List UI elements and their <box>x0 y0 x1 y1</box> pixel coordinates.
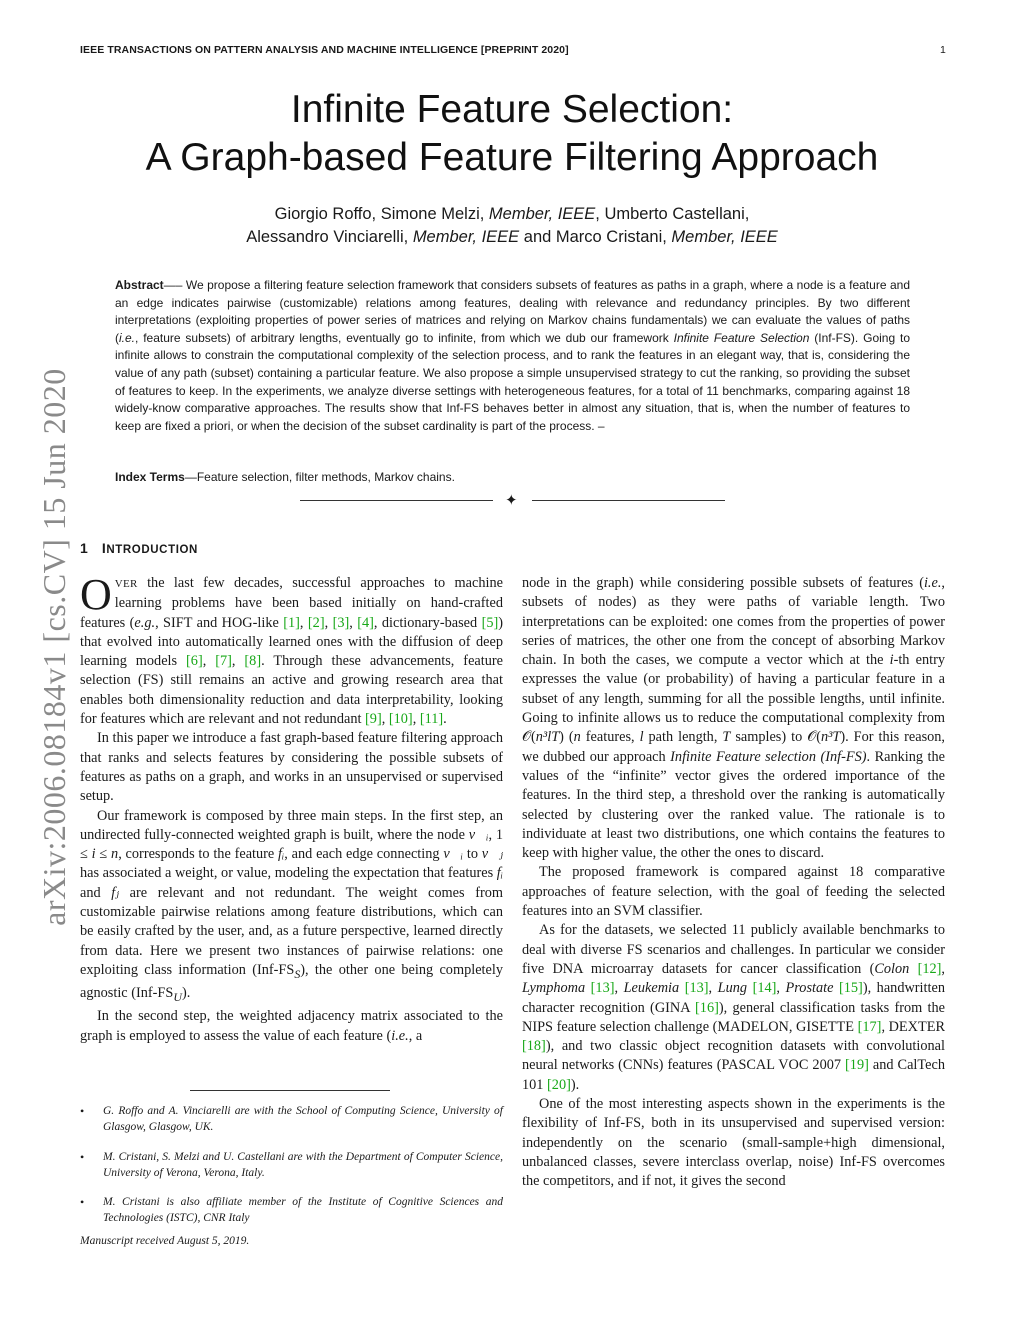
running-header <box>80 44 946 56</box>
abstract-text: i.e. <box>119 330 136 345</box>
text: to <box>463 846 482 863</box>
text: and CalTech 101 <box>522 1057 945 1093</box>
math: n <box>111 846 119 863</box>
citation-link[interactable]: [17] <box>857 1018 882 1035</box>
math: i <box>889 652 894 669</box>
paragraph: As for the datasets, we selected 11 publicly available benchmarks to deal with diverse FS scenarios and challenges. In particular we consider five DNA microarray datasets for cancer classification (Colon [12], Lymphoma [13], Leukemia [13], Lung [14], Prostate [15]), handwritten character recognition (GINA [16]), general classification tasks from the NIPS feature selection challenge (MADELON, GISETTE [17], DEXTER [18]), and two classic object recognition datasets with convolutional neural networks (CNNs) features (PASCAL VOC 2007 [19] and CalTech 101 [20]). <box>522 922 945 1093</box>
text: i.e. <box>923 575 942 591</box>
title-line-1: Infinite Feature Selection: <box>290 88 734 131</box>
math: n <box>573 729 581 746</box>
author-names: and Marco Cristani, <box>519 228 672 246</box>
math: v⃗ᵢ <box>443 846 464 863</box>
citation-link[interactable]: [13] <box>590 980 615 997</box>
author-membership: Member, IEEE <box>488 205 596 223</box>
text: and <box>80 884 112 901</box>
authors-line-2 <box>0 226 1024 249</box>
citation-link[interactable]: [6] <box>186 653 203 670</box>
title-line-2: A Graph-based Feature Filtering Approach <box>145 136 879 179</box>
page-number: 1 <box>940 44 946 56</box>
section-number: 1 <box>80 540 89 556</box>
text: ). <box>570 1076 580 1093</box>
method-name: Infinite Feature selection (Inf-FS) <box>670 748 867 765</box>
text: , SIFT and HOG-like <box>155 614 284 631</box>
text: node in the graph) while considering possible subsets of features ( <box>522 575 924 591</box>
dataset-name: Colon <box>874 960 910 977</box>
footnote <box>80 1104 503 1135</box>
math: i <box>91 846 96 863</box>
small-caps: VER <box>114 578 138 590</box>
text: the last few decades, successful approaches to machine learning problems have been based initially on hand-crafted features ( <box>80 575 503 631</box>
abstract-text: , feature subsets) of arbitrary lengths, eventually go to infinite, from which we dub our framework <box>135 330 674 345</box>
footnote <box>80 1195 503 1226</box>
text: , dictionary-based <box>373 614 482 631</box>
citation-link[interactable]: [20] <box>547 1076 571 1093</box>
abstract-text: (Inf-FS). Going to infinite allows to constrain the computational complexity of the selection process, and to rank the features in an elegant way, that is, considering the value of any path (subset) containing a particular feature. We also propose a simple unsupervised strategy to cut the ranking, so providing the subset of features to keep. In the experiments, we analyze diverse settings with heterogeneous features, for a total of 11 benchmarks, comparing against 18 widely-know comparative approaches. The results show that Inf-FS behaves better in almost any situation, that is, when the number of features to keep are fixed a priori, or when the decision of the subset cardinality is part of the process. – <box>115 330 911 433</box>
citation-link[interactable]: [15] <box>838 980 863 997</box>
paragraph: The proposed framework is compared against 18 comparative approaches of feature selection, with the goal of feeding the selected features into an SVM classifier. <box>522 864 945 920</box>
footnote-text: M. Cristani is also affiliate member of the Institute of Cognitive Sciences and Technologies (ISTC), CNR Italy <box>103 1196 503 1224</box>
text: ), handwritten character recognition (GINA <box>522 980 945 1016</box>
text: , DEXTER <box>881 1018 945 1035</box>
citation-link[interactable]: [13] <box>684 980 709 997</box>
author-membership: Member, IEEE <box>671 228 778 246</box>
text: has associated a weight, or value, modeling the expectation that features <box>80 865 497 882</box>
footnote-text: G. Roffo and A. Vinciarelli are with the School of Computing Science, University of Glasgow, Glasgow, UK. <box>103 1105 503 1133</box>
right-column <box>522 574 945 1192</box>
author-names: , Umberto Castellani, <box>595 205 750 223</box>
citation-link[interactable]: [7] <box>215 653 232 670</box>
citation-link[interactable]: [1] <box>283 614 300 631</box>
abstract-text: —– We propose a filtering feature selection framework that considers subsets of features as paths in a graph, where a node is a feature and an edge indicates pairwise (customizable) relations among features, dealing with relevance and redundancy principles. By two different interpretations (exploiting properties of power series of matrices and relying on Markov chains fundamentals) we can evaluate the values of paths ( <box>115 278 910 345</box>
citation-link[interactable]: [9] <box>365 711 382 728</box>
text: i.e. <box>391 1027 409 1044</box>
text: As for the datasets, we selected 11 publicly available benchmarks to deal with diverse FS scenarios and challenges. In particular we consider five DNA microarray datasets for cancer classification ( <box>522 922 945 977</box>
text: path length, <box>643 729 723 746</box>
bullet-icon: • <box>80 1150 85 1164</box>
citation-link[interactable]: [8] <box>244 653 262 670</box>
footnote-rule <box>190 1090 390 1091</box>
authors-line-1 <box>0 203 1024 226</box>
paragraph: In this paper we introduce a fast graph-based feature filtering approach that ranks and selects features by considering the possible subsets of features as paths on a graph, and works in an unsupervised or supervised setup. <box>80 730 503 805</box>
math: T <box>722 729 731 746</box>
section-title: I <box>101 540 107 556</box>
citation-link[interactable]: [2] <box>307 614 325 631</box>
section-heading <box>80 540 198 556</box>
section-title: NTRODUCTION <box>106 544 198 556</box>
text: , and each edge connecting <box>284 846 444 863</box>
math: v⃗ⱼ <box>481 846 504 863</box>
author-list <box>0 203 1024 249</box>
author-names: Alessandro Vinciarelli, <box>246 228 413 246</box>
method-name: Infinite Feature Selection <box>673 330 810 345</box>
bullet-icon: • <box>80 1195 85 1209</box>
text: features, <box>580 729 640 746</box>
citation-link[interactable]: [12] <box>917 960 942 977</box>
text: ). <box>181 985 191 1002</box>
abstract <box>115 277 910 435</box>
text: ), general classification tasks from the NIPS feature selection challenge (MADELON, GISETTE <box>522 999 945 1035</box>
arxiv-stamp[interactable]: arXiv:2006.08184v1 [cs.CV] 15 Jun 2020 <box>36 368 72 926</box>
paragraph <box>80 807 503 1008</box>
section-divider <box>300 491 725 511</box>
math: fⱼ <box>111 884 120 901</box>
text: , 1 ≤ <box>80 826 503 863</box>
citation-link[interactable]: [5] <box>481 614 499 631</box>
text: ) ( <box>559 729 574 746</box>
dataset-name: Lung <box>717 980 748 997</box>
index-terms <box>115 470 910 484</box>
citation-link[interactable]: [4] <box>357 614 374 631</box>
diamond-icon: ✦ <box>505 493 518 509</box>
drop-cap: O <box>80 570 112 619</box>
bullet-icon: • <box>80 1104 85 1118</box>
paragraph <box>80 1007 503 1046</box>
manuscript-received: Manuscript received August 5, 2019. <box>80 1235 250 1247</box>
text: ) that evolved into automatically learned ones with the diffusion of deep learning models <box>80 614 503 670</box>
footnote <box>80 1150 503 1181</box>
math: S <box>294 966 301 981</box>
journal-name: IEEE TRANSACTIONS ON PATTERN ANALYSIS AND MACHINE INTELLIGENCE [PREPRINT 2020] <box>80 44 569 56</box>
footnote-text: M. Cristani, S. Melzi and U. Castellani are with the Department of Computer Science, University of Verona, Verona, Italy. <box>103 1151 503 1179</box>
index-terms-text: —Feature selection, filter methods, Markov chains. <box>184 470 455 484</box>
paper-title <box>0 86 1024 182</box>
citation-link[interactable]: [11] <box>419 711 444 728</box>
math: fᵢ <box>278 846 285 863</box>
text: , subsets of nodes) as they were paths of variable length. Two interpretations can be exploited: one comes from the properties of power series of matrices, the other one from the concept of absorbing Markov chain. In both the cases, we compute a vector which at the <box>522 575 945 669</box>
paragraph <box>522 574 945 863</box>
text: ). For this reason, we dubbed our approach <box>522 729 946 765</box>
abstract-label: Abstract <box>115 278 164 292</box>
math: n³lT <box>535 729 560 746</box>
text: are relevant and not redundant. The weight comes from customizable pairwise relations among feature distributions, which can be easily crafted by the user, and, as a future perspective, learned directly from data. Here we present two instances of pairwise relations: one exploiting class information (Inf-FS <box>80 884 504 978</box>
citation-link[interactable]: [3] <box>332 614 350 631</box>
math: l <box>639 729 644 746</box>
author-membership: Member, IEEE <box>412 228 520 246</box>
text: e.g. <box>134 614 156 631</box>
text: , corresponds to the feature <box>118 846 279 863</box>
citation-link[interactable]: [18] <box>522 1038 546 1055</box>
left-column <box>80 570 504 1046</box>
text: , a <box>408 1027 423 1044</box>
citation-link[interactable]: [19] <box>845 1057 869 1074</box>
math: fᵢ <box>496 865 503 882</box>
text: . Through these advancements, feature selection (FS) still remains an active and growing research area that enables both dimensionality reduction and data interpretability, looking for features which are relevant and not redundant <box>80 653 503 728</box>
divider-line-right <box>532 500 725 501</box>
math: v⃗ᵢ <box>468 826 489 843</box>
math: n³T <box>820 729 841 746</box>
citation-link[interactable]: [14] <box>752 980 777 997</box>
text: ), and two classic object recognition datasets with convolutional neural networks (CNNs) features (PASCAL VOC 2007 <box>522 1038 945 1074</box>
divider-line-left <box>300 500 493 501</box>
text: ), the other one being completely agnostic (Inf-FS <box>80 961 503 1002</box>
citation-link[interactable]: [10] <box>388 711 413 728</box>
text: In the second step, the weighted adjacency matrix associated to the graph is employed to assess the value of each feature ( <box>80 1008 503 1044</box>
citation-link[interactable]: [16] <box>695 999 719 1016</box>
dataset-name: Prostate <box>785 980 834 997</box>
text: Our framework is composed by three main steps. In the first step, an undirected fully-connected weighted graph is built, where the node <box>80 807 503 843</box>
text: . Ranking the values of the “infinite” vector gives the ordered importance of the features. In the third step, a threshold over the ranking is automatically selected by clustering over the ranked value. The rationale is to individuate at least two distributions, one which contains the features to keep with higher value, the other the ones to discard. <box>522 748 945 862</box>
text: samples) to 𝒪( <box>730 729 821 746</box>
author-names: Giorgio Roffo, Simone Melzi, <box>274 205 489 223</box>
index-terms-label: Index Terms <box>115 470 185 484</box>
dataset-name: Leukemia <box>623 980 680 997</box>
text: ≤ <box>95 846 112 863</box>
text: -th entry expresses the value (or probability) of having a particular feature in a subset of any length, summing for all the possible lengths, until infinite. Going to infinite allows us to reduce the computational complexity from 𝒪( <box>522 652 945 746</box>
math: U <box>173 989 182 1004</box>
dataset-name: Lymphoma <box>522 980 586 997</box>
paragraph: OVER the last few decades, successful approaches to machine learning problems have been based initially on hand-crafted features (e.g., SIFT and HOG-like [1], [2], [3], [4], dictionary-based [5]) that evolved into automatically learned ones with the diffusion of deep learning models [6], [7], [8]. Through these advancements, feature selection (FS) still remains an active and growing research area that enables both dimensionality reduction and data interpretability, looking for features which are relevant and not redundant [9], [10], [11]. <box>80 570 503 728</box>
paragraph: One of the most interesting aspects shown in the experiments is the flexibility of Inf-FS, both in its unsupervised and supervised version: independently on the scenario (small-sample+high dimensional, unbalanced classes, severe interclass overlap, noise) Inf-FS overcomes the competitors, and if not, it gives the second <box>522 1096 945 1190</box>
